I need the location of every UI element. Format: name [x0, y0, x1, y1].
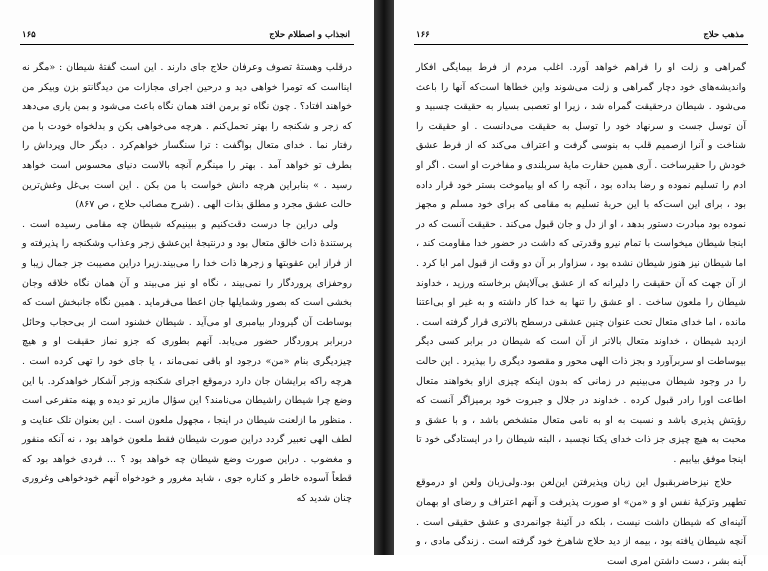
right-paragraph-1: گمراهی و زلت او را فراهم خواهد آورد. اغلب مردم از فرط بیمایگی افکار واندیشه‌های خود دچار گمراهی و زلت می‌شوند واین خطاها است‌که آنها را باعث می‌شود . شیطان درحقیقت گمراه شد ، زیرا او تعصبی بسیار به حقیقت چسبید و آن توسل جست و سرنهاد خود را توسل به حقیقت می‌دانست . او حقیقت را شناخت و آنرا ازصمیم قلب به بنوسی گرفت و اعتراف می‌کند که از فرط عشق خودش را حقیرساخت . آری همین حقارت مایهٔ سربلندی و مفاخرت او است . اگر او ادم را تسلیم نموده و رضا بداده بود ، آنچه را که او بیاموخت بستر خود قرار داده بود ، برای این است‌که با این حربهٔ تسلیم به مقامی که برای خود مسلم و مجهز نموده بود مبادرت دستور بدهد ، او از دل و جان قبول می‌کند . حقیقت آنست که در اینجا شیطان میخواست با تمام نیرو وقدرتی که داشت در حضور خدا مقاومت کند ، اما شیطان نیز هنوز شیطان نشده بود ، سزاوار بر آن دو وقت از قبول امر ابا کرد . از آن جهت که آن حقیقت را دلیرانه که از عشق بی‌آلایش برخاسته ورزید ، خداوند شیطان را ملعون ساخت . او عشق را تنها به خدا کار داشته و به غیر او بی‌اعتنا مانده ، اما خدای متعال تحت عنوان چنین عشقی درسطح بالاتری قرار گرفته است . ازدید شیطان ، خداوند متعال بالاتر از آن است که شیطان در برابر کسی دیگر بیوساطت او سربرآورد و بجز ذات الهی محور و مقصود دیگری را بپذیرد . این حالت را در وجود شیطان می‌بینیم در زمانی که بدون اینکه چیزی ازاو بخواهند متعال اطاعت اورا رادر قبول کرده . خداوند در جلال و جبروت خود برمیزاگر آنست که رؤیتش پذیری باشد و نسبت به او به نامی متعال متشخص باشد ، و با عشق و محبت به هیچ چیزی جز ذات خدای یکتا نچسبد ، البته شیطان را در ایستادگی خود تا اینجا موفق بیابیم .: [416, 62, 746, 465]
left-page-number: ۱۶۵: [22, 30, 36, 40]
right-page-number: ۱۶۶: [416, 30, 430, 40]
book-gutter: [374, 0, 394, 555]
left-paragraph-2: ولی دراین جا درست دقت‌کنیم و ببینیم‌که شیطان چه مقامی رسیده است . پرستندهٔ ذات خالق متعال بود و درنتیجهٔ این‌عشق زجر وعذاب وشکنجه را پذیرفته و از فراز این عقوبتها و زجرها ذات خدا را می‌بیند.زیرا دراین مصیبت جز جمال زیبا و روحفزای پروردگار را نمی‌بیند ، نگاه او نیز می‌بیند و آن همان نگاه خلاقه وجان بخشی است که بصور وشمایلها جان اعطا می‌فرماید . همین نگاه جانبخش است که بوساطت آن گیرودار بیامبری او می‌آید . شیطان خشنود است از بی‌حجاب وحائل دربرابر پروردگار حضور می‌یابد. آنهم بطوری که جزو نماز حقیقت او و هیچ چیزدیگری بنام «من» درجود او باقی نمی‌ماند ، یا جای خود را تهی کرده است . هرچه راکه برایشان جان دارد درموقع اجرای شکنجه وزجر آشکار خواهدکرد. با این وضع چرا شیطان راشیطان می‌نامند؟ این سؤال مازیر تو دیده و پهنه متفرعی است . منظور ما ازلعنت شیطان در اینجا ، مجهول ملعون است . این بعنوان تلک عنایت و لطف الهی تعبیر گردد دراین صورت شیطان فقط ملعون خواهد بود ، نه آنکه منفور و مغضوب . دراین صورت وضع شیطان چه خواهد بود ؟ ... فردی خواهد بود که قطعاً آسوده خاطر و کناره جوی ، شاید مغرور و خودخواه آنهم خودخواهی وغروری چنان شدید که: [22, 218, 352, 505]
left-page-header: [20, 30, 354, 45]
left-page-body: [22, 58, 352, 543]
right-running-title: مذهب حلاج: [703, 30, 744, 40]
right-page-body: [416, 58, 746, 567]
right-page: [394, 0, 768, 567]
left-paragraph-1: درقلب وهستهٔ تصوف وعرفان حلاج جای دارند . این است گفتهٔ شیطان : «مگر نه اینااست که تومرا خواهی دید و درحین اجرای مجازات من دیدگانتو بزن وبیکر من خواهند افتاد؟ . چون نگاه تو برمن افتد همان نگاه باعث می‌شود و بمن یاری می‌دهد که زجر و شکنجه را بهتر تحمل‌کنم . هرچه می‌خواهی بکن و بدلخواه خودت با من رفتار نما . خدای متعال بواگفت : ترا سنگسار خواهم‌کرد . دیگر حال وپرداش را بطرف تو خواهد آمد . بهتر را مینگرم آنچه بالاست دنیای محسوس است خواهد رسید . » بنابراین هرچه دانش خواست با من بکن . این است بی‌غل وغش‌ترین حالت عشق مجرد و مطلق بذات الهی . (شرح مصائب حلاج ، ص ۸۶۷): [22, 62, 352, 211]
left-page: [0, 0, 374, 555]
right-page-header: [414, 30, 748, 45]
right-paragraph-2: حلاج نیزحاضربقبول این زبان وپذیرفتن این‌لعن بود.ولی‌زبان ولعن او درموقع تطهیر وتزکیهٔ نفس او و «من» او صورت پذیرفت و آنهم اعتراف و رضای او بهمان آئینه‌ای که شیطان داشت نیست ، بلکه در آئینهٔ جوانمردی و عشق حقیقی است . آنچه شیطان یافته بود ، بیمه از دید حلاج شاهرخ خود گرفته است . زندگی مادی ، و آینه بشر ، دست داشتن امری است: [416, 477, 746, 567]
left-running-title: انجذاب و اصطلام حلاج: [269, 30, 350, 40]
